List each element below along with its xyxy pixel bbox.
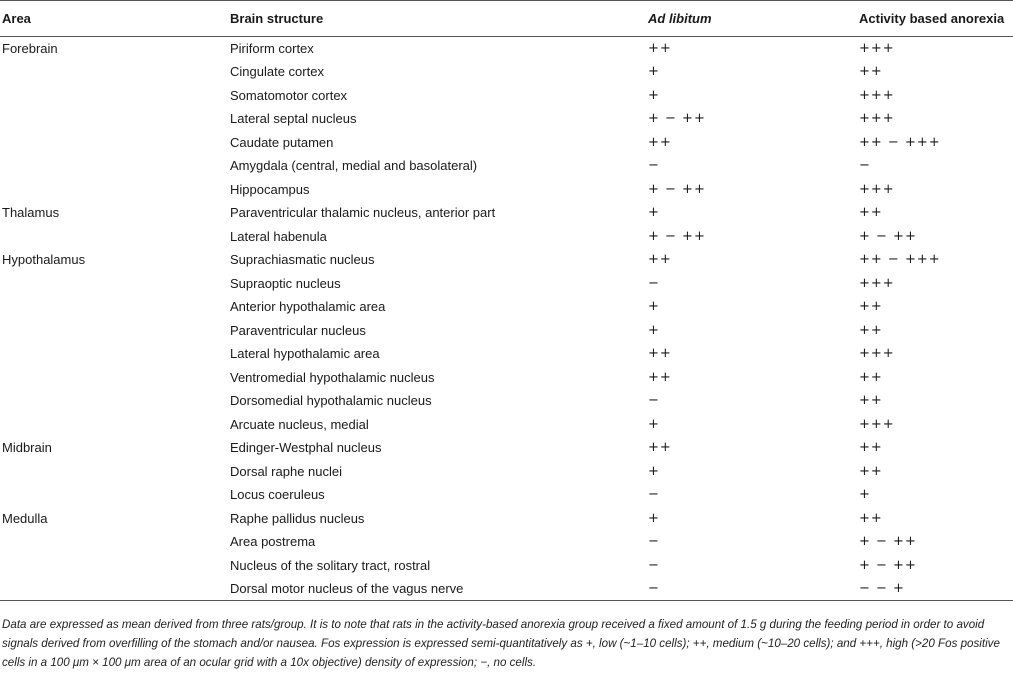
cell-brain-structure: Caudate putamen [230,134,334,150]
cell-brain-structure: Lateral habenula [230,228,327,244]
table-row [0,366,1013,390]
cell-area [0,389,228,413]
cell-area [0,530,228,554]
table-body [0,37,1013,601]
cell-area [0,272,228,296]
cell-area [0,319,228,343]
cell-ad-libitum: + − ++ [648,111,706,127]
cell-area [0,131,228,155]
cell-activity-based-anorexia: ++ [859,299,883,315]
cell-area [0,107,228,131]
table-row [0,84,1013,108]
cell-activity-based-anorexia: ++ [859,369,883,385]
cell-ad-libitum: − [648,393,660,409]
table-row [0,577,1013,601]
table-row [0,131,1013,155]
cell-area [0,225,228,249]
cell-activity-based-anorexia: ++ − +++ [859,134,941,150]
cell-brain-structure: Piriform cortex [230,41,314,56]
cell-brain-structure: Suprachiasmatic nucleus [230,252,375,268]
cell-area [0,154,228,178]
cell-activity-based-anorexia: + − ++ [859,534,917,550]
cell-activity-based-anorexia: ++ − +++ [859,252,941,268]
cell-ad-libitum: + [648,322,660,338]
cell-ad-libitum: + [648,205,660,221]
cell-ad-libitum: ++ [648,134,672,150]
cell-area [0,413,228,437]
cell-brain-structure: Somatomotor cortex [230,87,348,103]
table-row [0,201,1013,225]
cell-brain-structure: Nucleus of the solitary tract, rostral [230,557,431,573]
table-row [0,60,1013,84]
cell-brain-structure: Ventromedial hypothalamic nucleus [230,369,435,385]
table-row [0,530,1013,554]
cell-activity-based-anorexia: − − + [857,577,1013,601]
cell-area: Midbrain [2,440,52,456]
cell-brain-structure: Edinger-Westphal nucleus [230,440,382,456]
cell-activity-based-anorexia: +++ [859,87,895,103]
cell-activity-based-anorexia: ++ [859,322,883,338]
header-area: Area [0,1,228,37]
cell-brain-structure: Paraventricular nucleus [230,322,366,338]
header-ad-libitum: Ad libitum [646,1,857,37]
cell-activity-based-anorexia: +++ [859,111,895,127]
cell-ad-libitum: − [648,557,660,573]
header-row [0,1,1013,37]
cell-area: Forebrain [2,41,58,56]
cell-ad-libitum: + [648,463,660,479]
cell-ad-libitum: − [648,275,660,291]
cell-activity-based-anorexia: +++ [859,181,895,197]
cell-ad-libitum: + [648,299,660,315]
cell-activity-based-anorexia: +++ [859,41,895,56]
cell-brain-structure: Lateral septal nucleus [230,111,357,127]
cell-area: Thalamus [2,205,60,221]
cell-activity-based-anorexia: +++ [859,416,895,432]
table-row [0,413,1013,437]
cell-brain-structure: Arcuate nucleus, medial [230,416,369,432]
cell-area [0,178,228,202]
table-row [0,37,1013,61]
table-row [0,272,1013,296]
cell-ad-libitum: + − ++ [648,181,706,197]
cell-ad-libitum: − [648,534,660,550]
cell-activity-based-anorexia: ++ [859,64,883,80]
table-row [0,225,1013,249]
cell-brain-structure: Dorsomedial hypothalamic nucleus [230,393,432,409]
header-brain-structure: Brain structure [228,1,646,37]
cell-activity-based-anorexia: + − ++ [859,557,917,573]
table-row [0,342,1013,366]
cell-area: Medulla [2,510,48,526]
cell-activity-based-anorexia: ++ [859,205,883,221]
cell-area [0,60,228,84]
cell-activity-based-anorexia: +++ [859,346,895,362]
cell-activity-based-anorexia: ++ [859,440,883,456]
cell-activity-based-anorexia: − [859,158,871,174]
cell-brain-structure: Anterior hypothalamic area [230,299,386,315]
cell-area [0,577,228,601]
cell-brain-structure: Dorsal motor nucleus of the vagus nerve [228,577,646,601]
table-row [0,107,1013,131]
table-row [0,483,1013,507]
cell-area [0,460,228,484]
cell-area [0,366,228,390]
cell-ad-libitum: ++ [648,369,672,385]
cell-activity-based-anorexia: + − ++ [859,228,917,244]
table-header [0,1,1013,37]
cell-ad-libitum: + [648,510,660,526]
cell-ad-libitum: + [648,87,660,103]
table-footnote: Data are expressed as mean derived from three rats/group. It is to note that rats in the activity-based anorexia group received a fixed amount of 1.5 g during the feeding period in order to avoid signals derived from overfilling of the stomach and/or nausea. Fos expression is expressed semi-quantitatively as +, low (~1–10 cells); ++, medium (~10–20 cells); and +++, high (>20 Fos positive cells in a 100 μm × 100 μm area of an ocular grid with a 10x objective) density of expression; −, no cells. [2,618,1000,669]
cell-area [0,342,228,366]
cell-ad-libitum: + [648,64,660,80]
cell-ad-libitum: + [648,416,660,432]
cell-brain-structure: Paraventricular thalamic nucleus, anterior part [230,205,496,221]
cell-area [0,295,228,319]
cell-ad-libitum: ++ [648,41,672,56]
cell-brain-structure: Hippocampus [230,181,310,197]
cell-brain-structure: Area postrema [230,534,316,550]
cell-ad-libitum: − [648,158,660,174]
header-activity-based-anorexia: Activity based anorexia [857,1,1013,37]
cell-brain-structure: Locus coeruleus [230,487,325,503]
cell-activity-based-anorexia: + [859,487,871,503]
cell-area [0,554,228,578]
table-row [0,154,1013,178]
table-row [0,436,1013,460]
cell-brain-structure: Supraoptic nucleus [230,275,341,291]
cell-ad-libitum: ++ [648,346,672,362]
cell-brain-structure: Cingulate cortex [230,64,324,80]
table-row [0,295,1013,319]
table-row [0,460,1013,484]
cell-brain-structure: Amygdala (central, medial and basolateral) [230,158,478,174]
cell-ad-libitum: ++ [648,440,672,456]
cell-ad-libitum: − [648,487,660,503]
cell-activity-based-anorexia: ++ [859,510,883,526]
cell-ad-libitum: − [646,577,857,601]
cell-ad-libitum: + − ++ [648,228,706,244]
cell-brain-structure: Dorsal raphe nuclei [230,463,343,479]
table-row [0,248,1013,272]
cell-activity-based-anorexia: +++ [859,275,895,291]
cell-brain-structure: Raphe pallidus nucleus [230,510,365,526]
table-row [0,319,1013,343]
table-row [0,178,1013,202]
cell-activity-based-anorexia: ++ [859,463,883,479]
cell-area: Hypothalamus [2,252,86,268]
table-row [0,554,1013,578]
table-row [0,389,1013,413]
cell-activity-based-anorexia: ++ [859,393,883,409]
cell-area [0,483,228,507]
cell-area [0,84,228,108]
cell-brain-structure: Lateral hypothalamic area [230,346,380,362]
cell-ad-libitum: ++ [648,252,672,268]
table-row [0,507,1013,531]
